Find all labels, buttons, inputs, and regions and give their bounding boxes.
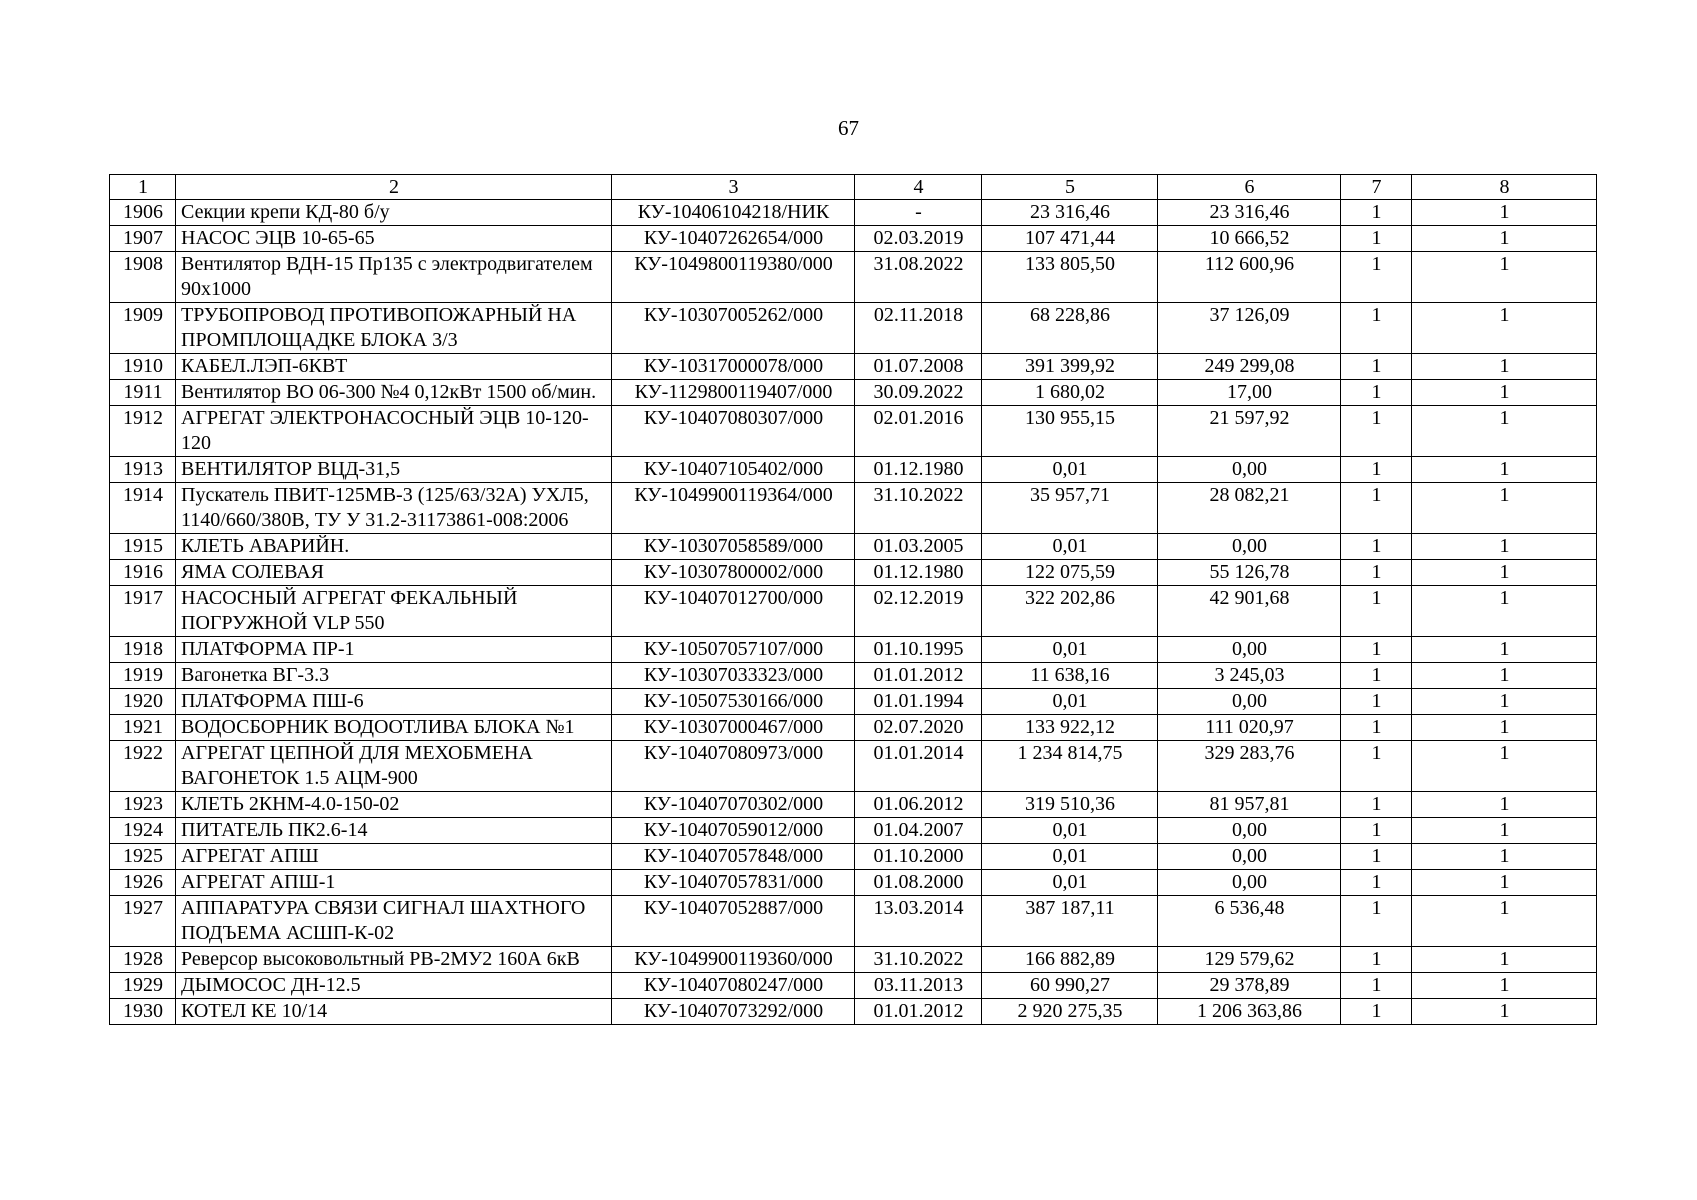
inventory-code-cell: КУ-10307058589/000 [612,534,855,560]
column-header-8: 8 [1412,175,1597,200]
initial-cost-cell: 107 471,44 [982,226,1158,252]
unit-count-cell: 1 [1341,818,1412,844]
column-header-5: 5 [982,175,1158,200]
residual-cost-cell: 249 299,08 [1158,354,1341,380]
inventory-code-cell: КУ-10407057831/000 [612,870,855,896]
residual-cost-cell: 10 666,52 [1158,226,1341,252]
item-name-cell: Реверсор высоковольтный РВ-2МУ2 160А 6кВ [176,947,612,973]
quantity-cell: 1 [1412,663,1597,689]
initial-cost-cell: 133 805,50 [982,252,1158,303]
table-row [110,406,1597,457]
column-header-2: 2 [176,175,612,200]
initial-cost-cell: 0,01 [982,870,1158,896]
quantity-cell: 1 [1412,534,1597,560]
column-header-3: 3 [612,175,855,200]
quantity-cell: 1 [1412,303,1597,354]
inventory-code-cell: КУ-10407052887/000 [612,896,855,947]
unit-count-cell: 1 [1341,303,1412,354]
row-number-cell: 1930 [110,999,176,1025]
date-cell: 01.04.2007 [855,818,982,844]
item-name-cell: НАСОС ЭЦВ 10-65-65 [176,226,612,252]
residual-cost-cell: 6 536,48 [1158,896,1341,947]
initial-cost-cell: 319 510,36 [982,792,1158,818]
item-name-cell: ВОДОСБОРНИК ВОДООТЛИВА БЛОКА №1 [176,715,612,741]
unit-count-cell: 1 [1341,947,1412,973]
quantity-cell: 1 [1412,844,1597,870]
item-name-cell: ТРУБОПРОВОД ПРОТИВОПОЖАРНЫЙ НА ПРОМПЛОЩАДКЕ БЛОКА 3/3 [176,303,612,354]
inventory-code-cell: КУ-10507530166/000 [612,689,855,715]
row-number-cell: 1907 [110,226,176,252]
table-row [110,586,1597,637]
item-name-cell: АГРЕГАТ АПШ [176,844,612,870]
initial-cost-cell: 0,01 [982,818,1158,844]
table-row [110,896,1597,947]
initial-cost-cell: 35 957,71 [982,483,1158,534]
item-name-cell: АГРЕГАТ ЭЛЕКТРОНАСОСНЫЙ ЭЦВ 10-120-120 [176,406,612,457]
date-cell: 01.01.2012 [855,999,982,1025]
inventory-code-cell: КУ-10307000467/000 [612,715,855,741]
table-row [110,715,1597,741]
inventory-code-cell: КУ-10407059012/000 [612,818,855,844]
item-name-cell: ПИТАТЕЛЬ ПК2.6-14 [176,818,612,844]
date-cell: 02.03.2019 [855,226,982,252]
inventory-code-cell: КУ-10407012700/000 [612,586,855,637]
item-name-cell: ПЛАТФОРМА ПШ-6 [176,689,612,715]
inventory-code-cell: КУ-10307033323/000 [612,663,855,689]
unit-count-cell: 1 [1341,252,1412,303]
unit-count-cell: 1 [1341,715,1412,741]
row-number-cell: 1927 [110,896,176,947]
date-cell: 01.01.1994 [855,689,982,715]
quantity-cell: 1 [1412,999,1597,1025]
item-name-cell: НАСОСНЫЙ АГРЕГАТ ФЕКАЛЬНЫЙ ПОГРУЖНОЙ VLP 550 [176,586,612,637]
column-header-1: 1 [110,175,176,200]
initial-cost-cell: 0,01 [982,457,1158,483]
unit-count-cell: 1 [1341,637,1412,663]
initial-cost-cell: 166 882,89 [982,947,1158,973]
residual-cost-cell: 23 316,46 [1158,200,1341,226]
residual-cost-cell: 329 283,76 [1158,741,1341,792]
initial-cost-cell: 0,01 [982,534,1158,560]
initial-cost-cell: 1 234 814,75 [982,741,1158,792]
table-row [110,870,1597,896]
quantity-cell: 1 [1412,973,1597,999]
date-cell: 02.11.2018 [855,303,982,354]
residual-cost-cell: 0,00 [1158,534,1341,560]
table-row [110,844,1597,870]
asset-register-table [109,174,1597,1025]
item-name-cell: КЛЕТЬ АВАРИЙН. [176,534,612,560]
unit-count-cell: 1 [1341,999,1412,1025]
date-cell: 01.12.1980 [855,560,982,586]
inventory-code-cell: КУ-10307005262/000 [612,303,855,354]
item-name-cell: АГРЕГАТ АПШ-1 [176,870,612,896]
date-cell: 01.01.2012 [855,663,982,689]
unit-count-cell: 1 [1341,534,1412,560]
inventory-code-cell: КУ-10407057848/000 [612,844,855,870]
column-header-7: 7 [1341,175,1412,200]
table-row [110,818,1597,844]
row-number-cell: 1914 [110,483,176,534]
row-number-cell: 1909 [110,303,176,354]
residual-cost-cell: 0,00 [1158,844,1341,870]
unit-count-cell: 1 [1341,560,1412,586]
residual-cost-cell: 0,00 [1158,818,1341,844]
residual-cost-cell: 21 597,92 [1158,406,1341,457]
table-row [110,792,1597,818]
date-cell: 01.12.1980 [855,457,982,483]
table-row [110,689,1597,715]
table-row [110,483,1597,534]
inventory-code-cell: КУ-10507057107/000 [612,637,855,663]
item-name-cell: Вентилятор ВО 06-300 №4 0,12кВт 1500 об/мин. [176,380,612,406]
residual-cost-cell: 42 901,68 [1158,586,1341,637]
item-name-cell: КОТЕЛ КЕ 10/14 [176,999,612,1025]
inventory-code-cell: КУ-10407070302/000 [612,792,855,818]
unit-count-cell: 1 [1341,844,1412,870]
column-header-4: 4 [855,175,982,200]
residual-cost-cell: 3 245,03 [1158,663,1341,689]
row-number-cell: 1917 [110,586,176,637]
quantity-cell: 1 [1412,483,1597,534]
row-number-cell: 1912 [110,406,176,457]
residual-cost-cell: 17,00 [1158,380,1341,406]
quantity-cell: 1 [1412,252,1597,303]
initial-cost-cell: 0,01 [982,689,1158,715]
table-row [110,303,1597,354]
inventory-code-cell: КУ-1049900119360/000 [612,947,855,973]
unit-count-cell: 1 [1341,896,1412,947]
row-number-cell: 1911 [110,380,176,406]
date-cell: 13.03.2014 [855,896,982,947]
date-cell: 02.01.2016 [855,406,982,457]
table-row [110,560,1597,586]
table-row [110,200,1597,226]
inventory-code-cell: КУ-1049800119380/000 [612,252,855,303]
row-number-cell: 1928 [110,947,176,973]
quantity-cell: 1 [1412,586,1597,637]
row-number-cell: 1908 [110,252,176,303]
unit-count-cell: 1 [1341,226,1412,252]
item-name-cell: ДЫМОСОС ДН-12.5 [176,973,612,999]
item-name-cell: ЯМА СОЛЕВАЯ [176,560,612,586]
row-number-cell: 1916 [110,560,176,586]
row-number-cell: 1921 [110,715,176,741]
unit-count-cell: 1 [1341,663,1412,689]
row-number-cell: 1915 [110,534,176,560]
residual-cost-cell: 0,00 [1158,689,1341,715]
initial-cost-cell: 2 920 275,35 [982,999,1158,1025]
initial-cost-cell: 130 955,15 [982,406,1158,457]
date-cell: 01.03.2005 [855,534,982,560]
row-number-cell: 1923 [110,792,176,818]
row-number-cell: 1918 [110,637,176,663]
quantity-cell: 1 [1412,637,1597,663]
unit-count-cell: 1 [1341,792,1412,818]
table-row [110,534,1597,560]
row-number-cell: 1906 [110,200,176,226]
unit-count-cell: 1 [1341,870,1412,896]
residual-cost-cell: 0,00 [1158,637,1341,663]
initial-cost-cell: 1 680,02 [982,380,1158,406]
quantity-cell: 1 [1412,226,1597,252]
table-row [110,226,1597,252]
date-cell: 01.01.2014 [855,741,982,792]
date-cell: 30.09.2022 [855,380,982,406]
initial-cost-cell: 322 202,86 [982,586,1158,637]
quantity-cell: 1 [1412,870,1597,896]
quantity-cell: 1 [1412,406,1597,457]
initial-cost-cell: 68 228,86 [982,303,1158,354]
residual-cost-cell: 111 020,97 [1158,715,1341,741]
inventory-code-cell: КУ-1049900119364/000 [612,483,855,534]
initial-cost-cell: 387 187,11 [982,896,1158,947]
table-row [110,637,1597,663]
date-cell: 01.10.2000 [855,844,982,870]
page-number: 67 [838,116,859,140]
date-cell: 03.11.2013 [855,973,982,999]
table-body [110,200,1597,1025]
table-row [110,947,1597,973]
inventory-code-cell: КУ-10317000078/000 [612,354,855,380]
table-row [110,380,1597,406]
residual-cost-cell: 129 579,62 [1158,947,1341,973]
unit-count-cell: 1 [1341,457,1412,483]
date-cell: 31.08.2022 [855,252,982,303]
initial-cost-cell: 0,01 [982,844,1158,870]
table-row [110,999,1597,1025]
unit-count-cell: 1 [1341,380,1412,406]
date-cell: 31.10.2022 [855,947,982,973]
table-row [110,354,1597,380]
inventory-code-cell: КУ-10307800002/000 [612,560,855,586]
inventory-code-cell: КУ-10406104218/НИК [612,200,855,226]
inventory-code-cell: КУ-10407105402/000 [612,457,855,483]
row-number-cell: 1929 [110,973,176,999]
quantity-cell: 1 [1412,354,1597,380]
row-number-cell: 1922 [110,741,176,792]
row-number-cell: 1910 [110,354,176,380]
initial-cost-cell: 23 316,46 [982,200,1158,226]
date-cell: 02.12.2019 [855,586,982,637]
item-name-cell: КЛЕТЬ 2КНМ-4.0-150-02 [176,792,612,818]
inventory-code-cell: КУ-10407080973/000 [612,741,855,792]
residual-cost-cell: 1 206 363,86 [1158,999,1341,1025]
inventory-code-cell: КУ-1129800119407/000 [612,380,855,406]
quantity-cell: 1 [1412,947,1597,973]
inventory-code-cell: КУ-10407080307/000 [612,406,855,457]
item-name-cell: ВЕНТИЛЯТОР ВЦД-31,5 [176,457,612,483]
date-cell: 31.10.2022 [855,483,982,534]
quantity-cell: 1 [1412,560,1597,586]
date-cell: 01.06.2012 [855,792,982,818]
item-name-cell: Вентилятор ВДН-15 Пр135 с электродвигателем 90х1000 [176,252,612,303]
date-cell: - [855,200,982,226]
table-row [110,973,1597,999]
quantity-cell: 1 [1412,689,1597,715]
unit-count-cell: 1 [1341,741,1412,792]
quantity-cell: 1 [1412,896,1597,947]
unit-count-cell: 1 [1341,483,1412,534]
quantity-cell: 1 [1412,715,1597,741]
quantity-cell: 1 [1412,200,1597,226]
row-number-cell: 1924 [110,818,176,844]
item-name-cell: КАБЕЛ.ЛЭП-6КВТ [176,354,612,380]
row-number-cell: 1925 [110,844,176,870]
item-name-cell: Вагонетка ВГ-3.3 [176,663,612,689]
inventory-code-cell: КУ-10407080247/000 [612,973,855,999]
item-name-cell: ПЛАТФОРМА ПР-1 [176,637,612,663]
initial-cost-cell: 391 399,92 [982,354,1158,380]
date-cell: 01.08.2000 [855,870,982,896]
unit-count-cell: 1 [1341,689,1412,715]
date-cell: 01.10.1995 [855,637,982,663]
date-cell: 02.07.2020 [855,715,982,741]
residual-cost-cell: 81 957,81 [1158,792,1341,818]
item-name-cell: АППАРАТУРА СВЯЗИ СИГНАЛ ШАХТНОГО ПОДЪЕМА АСШП-К-02 [176,896,612,947]
row-number-cell: 1926 [110,870,176,896]
unit-count-cell: 1 [1341,354,1412,380]
quantity-cell: 1 [1412,792,1597,818]
item-name-cell: Секции крепи КД-80 б/у [176,200,612,226]
table-row [110,663,1597,689]
row-number-cell: 1919 [110,663,176,689]
residual-cost-cell: 37 126,09 [1158,303,1341,354]
residual-cost-cell: 28 082,21 [1158,483,1341,534]
initial-cost-cell: 60 990,27 [982,973,1158,999]
row-number-cell: 1920 [110,689,176,715]
unit-count-cell: 1 [1341,406,1412,457]
item-name-cell: Пускатель ПВИТ-125МВ-3 (125/63/32А) УХЛ5, 1140/660/380В, ТУ У 31.2-31173861-008:2006 [176,483,612,534]
inventory-code-cell: КУ-10407073292/000 [612,999,855,1025]
residual-cost-cell: 0,00 [1158,870,1341,896]
inventory-code-cell: КУ-10407262654/000 [612,226,855,252]
residual-cost-cell: 29 378,89 [1158,973,1341,999]
header-row [110,175,1597,200]
initial-cost-cell: 122 075,59 [982,560,1158,586]
initial-cost-cell: 133 922,12 [982,715,1158,741]
initial-cost-cell: 11 638,16 [982,663,1158,689]
initial-cost-cell: 0,01 [982,637,1158,663]
unit-count-cell: 1 [1341,200,1412,226]
item-name-cell: АГРЕГАТ ЦЕПНОЙ ДЛЯ МЕХОБМЕНА ВАГОНЕТОК 1.5 АЦМ-900 [176,741,612,792]
table-row [110,457,1597,483]
residual-cost-cell: 55 126,78 [1158,560,1341,586]
unit-count-cell: 1 [1341,973,1412,999]
quantity-cell: 1 [1412,380,1597,406]
date-cell: 01.07.2008 [855,354,982,380]
quantity-cell: 1 [1412,818,1597,844]
table-row [110,741,1597,792]
column-header-6: 6 [1158,175,1341,200]
unit-count-cell: 1 [1341,586,1412,637]
residual-cost-cell: 0,00 [1158,457,1341,483]
quantity-cell: 1 [1412,741,1597,792]
quantity-cell: 1 [1412,457,1597,483]
table-row [110,252,1597,303]
residual-cost-cell: 112 600,96 [1158,252,1341,303]
row-number-cell: 1913 [110,457,176,483]
